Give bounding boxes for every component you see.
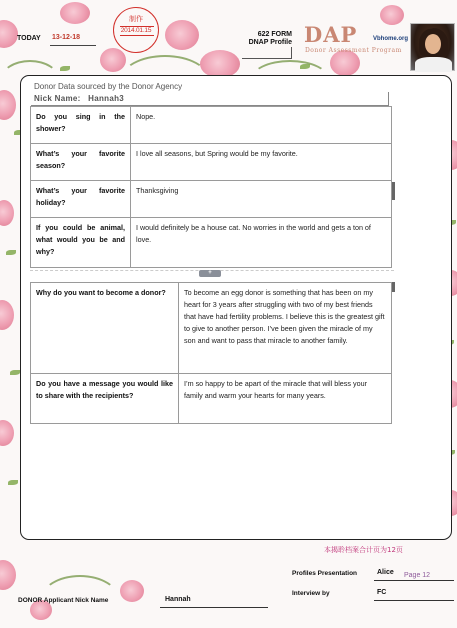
logo-main-text: DAP [304, 22, 358, 47]
qa-table-top [30, 106, 392, 268]
header-box [242, 47, 292, 59]
logo-domain: Vbhome.org [373, 36, 409, 42]
table-row [31, 218, 392, 268]
presentation-value: Alice [377, 569, 394, 576]
question-cell: If you could be animal, what would you be and why? [31, 218, 131, 268]
table-row [31, 374, 392, 424]
qa-table-bottom [30, 282, 392, 424]
answer-cell: Nope. [131, 107, 392, 144]
page-count-note: 本揭聆档案合计页为12页 [324, 546, 403, 554]
answer-cell: Thanksgiving [131, 181, 392, 218]
question-cell: Do you sing in the shower? [31, 107, 131, 144]
nick-name-value: Hannah3 [88, 94, 125, 103]
question-cell: What’s your favorite season? [31, 144, 131, 181]
interview-value: FC [377, 589, 387, 596]
question-cell: Do you have a message you would like to share with the recipients? [31, 374, 179, 424]
date-underline [50, 45, 96, 46]
nick-name-row [34, 94, 124, 103]
table-row [31, 283, 392, 374]
applicant-underline [160, 607, 268, 608]
page-number: Page 12 [404, 572, 431, 579]
answer-cell: I love all seasons, but Spring would be my favorite. [131, 144, 392, 181]
table-row [31, 181, 392, 218]
seal-date: 2014.01.15 [120, 27, 152, 34]
question-cell: What’s your favorite holiday? [31, 181, 131, 218]
answer-cell: I would definitely be a house cat. No worries in the world and gets a ton of love. [131, 218, 392, 268]
presentation-underline [374, 580, 454, 581]
form-id: 622 FORM [257, 31, 292, 38]
presentation-label: Profiles Presentation [292, 570, 358, 577]
applicant-value: Hannah [165, 596, 191, 603]
dap-logo [302, 22, 409, 58]
source-title: Donor Data sourced by the Donor Agency [34, 82, 183, 91]
applicant-label: DONOR Applicant Nick Name [18, 597, 109, 604]
form-name: DNAP Profile [248, 39, 292, 46]
nick-name-label: Nick Name: [34, 94, 81, 103]
question-cell: Why do you want to become a donor? [31, 283, 179, 374]
answer-cell: I’m so happy to be apart of the miracle that will bless your family and warm your hearts for many years. [179, 374, 392, 424]
today-date: 13-12-18 [52, 34, 81, 41]
expand-handle[interactable]: + [199, 270, 221, 277]
interview-label: Interview by [292, 590, 330, 597]
seal-text: 制作 [129, 15, 143, 23]
interview-underline [374, 600, 454, 601]
scroll-marker [392, 282, 395, 292]
answer-cell: To become an egg donor is something that has been on my heart for 3 years after struggling with two of my best friends that have had fertility problems. I believe this is the greatest gift to give to another person. I’ve been given the miracle of my son and want to pass that miracle to another family. [179, 283, 392, 374]
table-row [31, 144, 392, 181]
table-row [31, 107, 392, 144]
donor-photo [410, 23, 455, 71]
red-seal-stamp [113, 7, 159, 53]
today-label: TODAY [17, 35, 41, 42]
logo-tagline: Donor Assessment Program [305, 47, 402, 54]
scroll-marker [392, 182, 395, 200]
